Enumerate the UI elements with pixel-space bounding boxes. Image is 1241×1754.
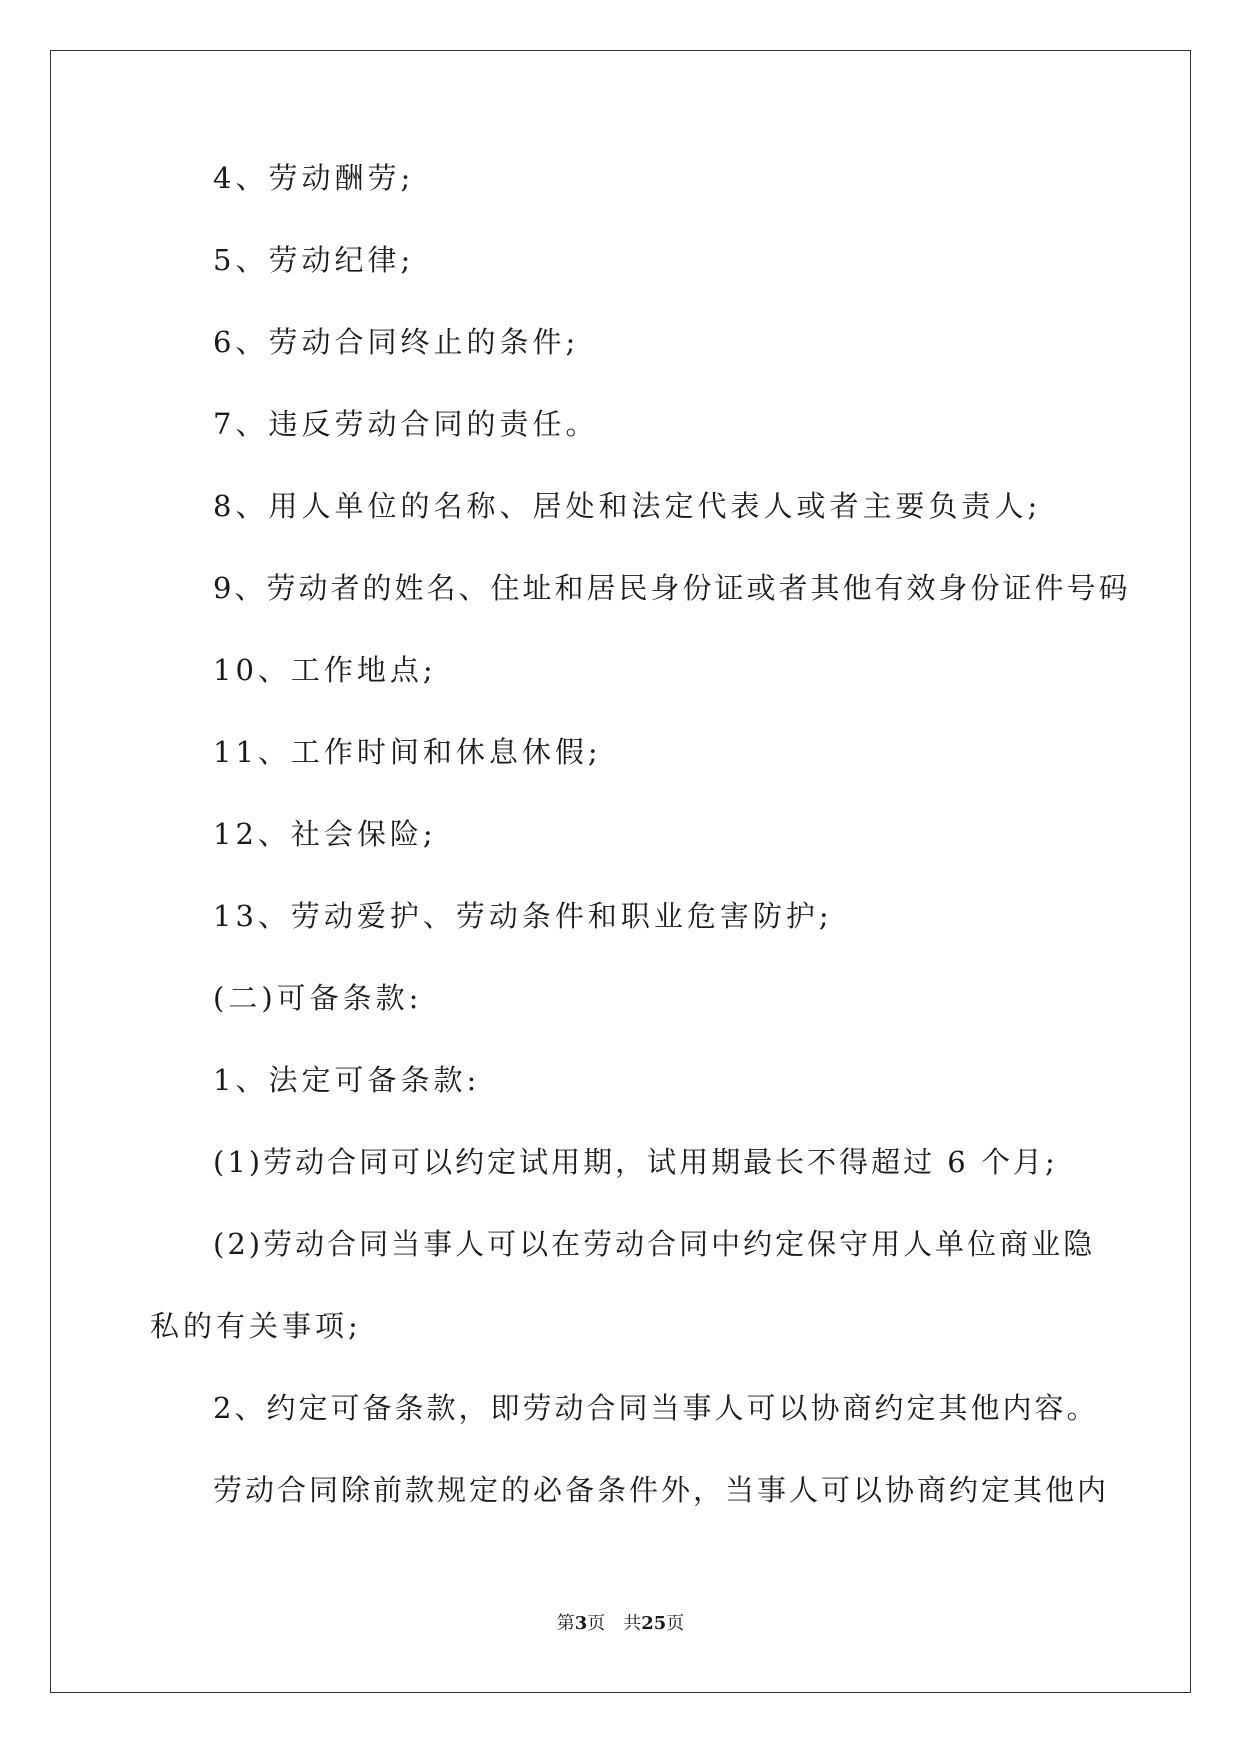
clause-line: 13、劳动爱护、劳动条件和职业危害防护; [213, 899, 833, 933]
clause-line: 6、劳动合同终止的条件; [213, 325, 580, 359]
clause-line-continuation: 私的有关事项; [150, 1309, 362, 1343]
clause-line: 12、社会保险; [213, 817, 437, 851]
total-prefix: 共 [623, 1613, 642, 1634]
clause-line: 2、约定可备条款，即劳动合同当事人可以协商约定其他内容。 [213, 1391, 1099, 1425]
clause-line: 7、违反劳动合同的责任。 [213, 407, 599, 441]
clause-line: 9、劳动者的姓名、住址和居民身份证或者其他有效身份证件号码 [213, 571, 1131, 605]
clause-line: 10、工作地点; [213, 653, 437, 687]
clause-line: 5、劳动纪律; [213, 243, 415, 277]
clause-line: 4、劳动酬劳; [213, 161, 415, 195]
clause-line: (2)劳动合同当事人可以在劳动合同中约定保守用人单位商业隐 [213, 1227, 1096, 1261]
clause-line: 1、法定可备条款: [213, 1063, 481, 1097]
section-heading: (二)可备条款: [213, 981, 423, 1015]
total-suffix: 页 [666, 1613, 685, 1634]
page-total: 25 [641, 1613, 667, 1634]
clause-line: 11、工作时间和休息休假; [213, 735, 602, 769]
page-current: 3 [574, 1613, 588, 1634]
clause-line: 8、用人单位的名称、居处和法定代表人或者主要负责人; [213, 489, 1042, 523]
clause-line: (1)劳动合同可以约定试用期，试用期最长不得超过 6 个月; [213, 1145, 1058, 1179]
page-footer [0, 1612, 1241, 1636]
page-border [50, 50, 1191, 1693]
page-prefix: 第 [556, 1613, 575, 1634]
paragraph-line: 劳动合同除前款规定的必备条件外，当事人可以协商约定其他内 [213, 1473, 1110, 1507]
page-suffix: 页 [587, 1613, 606, 1634]
